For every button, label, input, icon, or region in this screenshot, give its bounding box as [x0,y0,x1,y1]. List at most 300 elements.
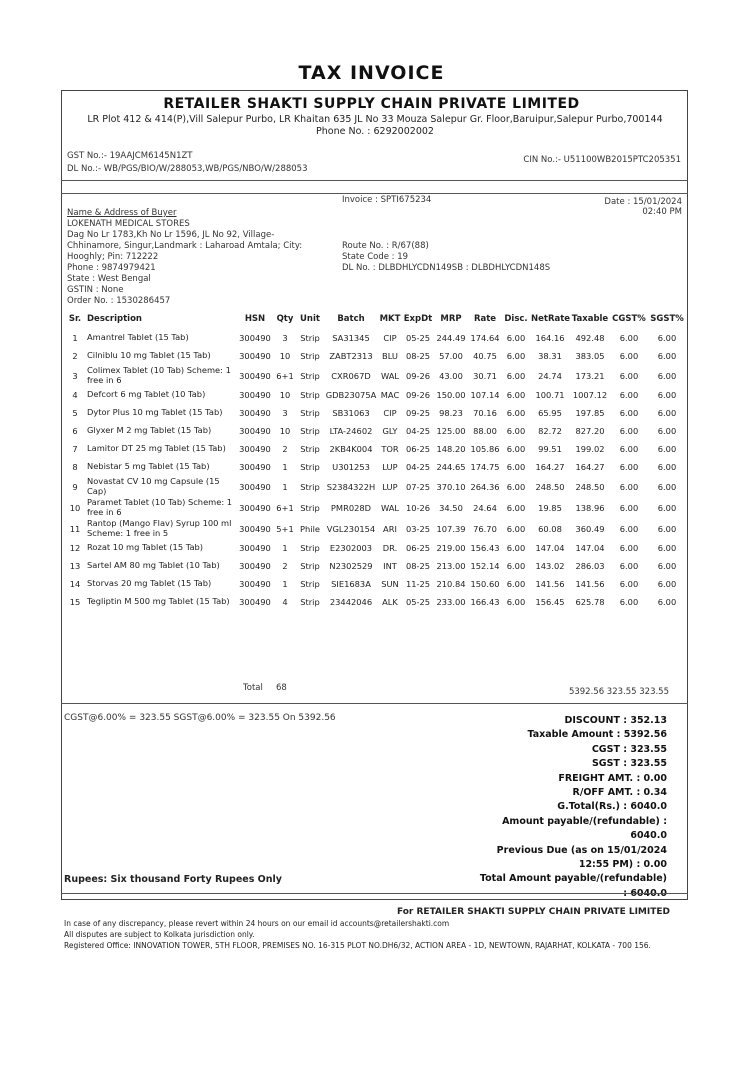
cell-rate: 174.75 [470,462,500,472]
cell-taxable: 141.56 [575,579,605,589]
column-header: Description [87,314,142,324]
cell-cgst: 6.00 [619,597,639,607]
buyer-state: State : West Bengal [67,274,151,284]
cell-qty: 10 [279,426,291,436]
cell-disc: 6.00 [506,543,526,553]
cell-exp: 09-26 [405,370,431,381]
cell-cgst: 6.00 [619,408,639,418]
cell-batch: GDB23075A [325,390,377,400]
cell-sgst: 6.00 [657,370,677,381]
cell-sgst: 6.00 [657,426,677,436]
cell-mrp: 34.50 [439,502,463,513]
cell-mrp: 150.00 [436,390,466,400]
cell-batch: LTA-24602 [329,426,373,436]
cell-rate: 40.75 [473,351,497,361]
cell-unit: Strip [300,579,320,589]
cell-sgst: 6.00 [657,408,677,418]
cell-net: 147.04 [535,543,565,553]
cell-qty: 10 [279,390,291,400]
cell-disc: 6.00 [506,523,526,534]
cell-batch: S2384322H [326,481,376,492]
cell-mkt: BLU [382,351,398,361]
cell-qty: 6+1 [276,370,294,381]
divider [61,193,688,194]
cell-mrp: 244.49 [436,333,466,343]
cell-exp: 03-25 [405,523,431,534]
cell-sgst: 6.00 [657,333,677,343]
cell-sr: 14 [69,579,81,589]
cell-desc: Glyxer M 2 mg Tablet (15 Tab) [87,425,212,436]
amount-summary [480,714,667,901]
cell-mkt: ARI [383,523,397,534]
cell-sgst: 6.00 [657,444,677,454]
cell-unit: Strip [300,333,320,343]
cell-sgst: 6.00 [657,462,677,472]
table-row [64,386,686,404]
buyer-block [67,208,302,307]
cell-hsn: 300490 [239,426,271,436]
cell-mkt: ALK [382,597,398,607]
table-row [64,347,686,365]
cell-net: 164.27 [535,462,565,472]
cell-desc: Rantop (Mango Flav) Syrup 100 ml Scheme: 1 free in 5 [87,518,232,538]
cell-desc: Novastat CV 10 mg Capsule (15 Cap) [87,476,220,496]
table-row [64,497,686,518]
cell-taxable: 197.85 [575,408,605,418]
cell-exp: 08-25 [405,351,431,361]
column-header: HSN [244,314,266,324]
table-row [64,329,686,347]
buyer-phone: Phone : 9874979421 [67,263,156,273]
summary-line: G.Total(Rs.) : 6040.0 [557,801,667,813]
cell-sr: 15 [69,597,81,607]
cell-exp: 09-26 [405,390,431,400]
cell-cgst: 6.00 [619,561,639,571]
cell-taxable: 383.05 [575,351,605,361]
summary-line: Total Amount payable/(refundable) [479,873,667,885]
cell-rate: 105.86 [470,444,500,454]
cell-taxable: 248.50 [575,481,605,492]
cell-exp: 04-25 [405,426,431,436]
cell-hsn: 300490 [239,444,271,454]
cell-mkt: WAL [380,370,400,381]
cell-qty: 4 [282,597,288,607]
cell-rate: 174.64 [470,333,500,343]
summary-line: Taxable Amount : 5392.56 [527,729,667,741]
cell-batch: PMR028D [330,502,372,513]
cell-cgst: 6.00 [619,444,639,454]
column-header: NetRate [531,314,571,324]
cell-cgst: 6.00 [619,502,639,513]
cell-rate: 166.43 [470,597,500,607]
summary-line: R/OFF AMT. : 0.34 [572,787,667,799]
summary-line: 6040.0 [630,830,667,842]
cell-sgst: 6.00 [657,543,677,553]
cell-qty: 2 [282,444,288,454]
cell-batch: 2KB4K004 [329,444,373,454]
state-code: State Code : 19 [342,252,409,262]
cell-hsn: 300490 [239,390,271,400]
cell-qty: 10 [279,351,291,361]
cell-mkt: LUP [382,481,398,492]
cell-mrp: 57.00 [439,351,463,361]
cell-rate: 156.43 [470,543,500,553]
divider [61,180,688,181]
table-row [64,365,686,386]
summary-line: Previous Due (as on 15/01/2024 [496,844,667,856]
cell-mrp: 148.20 [436,444,466,454]
cell-taxable: 173.21 [575,370,605,381]
cell-net: 156.45 [535,597,565,607]
cell-mkt: SUN [381,579,399,589]
summary-line: CGST : 323.55 [591,743,667,755]
cell-hsn: 300490 [239,543,271,553]
cell-batch: U301253 [332,462,370,472]
cell-taxable: 199.02 [575,444,605,454]
cell-mkt: DR. [382,543,398,553]
cell-batch: ZABT2313 [329,351,373,361]
cell-qty: 3 [282,333,288,343]
summary-line: Amount payable/(refundable) : [502,815,667,827]
cell-desc: Cilniblu 10 mg Tablet (15 Tab) [87,350,211,361]
cell-rate: 76.70 [473,523,497,534]
document-title: TAX INVOICE [298,62,445,84]
cell-exp: 09-25 [405,408,431,418]
cell-sr: 10 [69,502,81,513]
table-row [64,557,686,575]
cell-exp: 04-25 [405,462,431,472]
cell-disc: 6.00 [506,597,526,607]
buyer-name: LOKENATH MEDICAL STORES [67,219,190,229]
table-row [64,476,686,497]
footer-note: Registered Office: INNOVATION TOWER, 5TH FLOOR, PREMISES NO. 16-315 PLOT NO.DH6/32, ACTION AREA - 1D, NEWTOWN, RAJARHAT, KOLKATA - 700 156. [64,941,651,950]
summary-line: 12:55 PM) : 0.00 [578,859,667,871]
cell-batch: VGL230154 [326,523,376,534]
table-row [64,440,686,458]
totals-line: 5392.56 323.55 323.55 [568,687,669,697]
cell-net: 100.71 [535,390,565,400]
cell-taxable: 492.48 [575,333,605,343]
cell-batch: N2302529 [329,561,373,571]
cell-unit: Phile [300,523,320,534]
cell-desc: Defcort 6 mg Tablet (10 Tab) [87,389,206,400]
cell-exp: 06-25 [405,444,431,454]
cell-hsn: 300490 [239,597,271,607]
cell-rate: 24.64 [473,502,497,513]
cell-net: 19.85 [538,502,562,513]
cell-hsn: 300490 [239,502,271,513]
cell-hsn: 300490 [239,579,271,589]
cell-exp: 10-26 [405,502,431,513]
cell-net: 65.95 [538,408,562,418]
cell-net: 99.51 [538,444,562,454]
cell-mrp: 43.00 [439,370,463,381]
footer-note: All disputes are subject to Kolkata jurisdiction only. [64,930,255,939]
cell-disc: 6.00 [506,561,526,571]
cell-rate: 107.14 [470,390,500,400]
cell-disc: 6.00 [506,481,526,492]
cell-exp: 06-25 [405,543,431,553]
summary-line: DISCOUNT : 352.13 [564,715,667,726]
cell-mrp: 107.39 [436,523,466,534]
column-header: CGST% [612,314,646,324]
cell-qty: 6+1 [276,502,294,513]
cell-net: 24.74 [538,370,562,381]
cell-rate: 30.71 [473,370,497,381]
table-row [64,575,686,593]
cell-desc: Tegliptin M 500 mg Tablet (15 Tab) [87,596,230,607]
total-qty: 68 [276,683,287,693]
invoice-date-block [604,197,682,217]
cell-desc: Rozat 10 mg Tablet (15 Tab) [87,542,204,553]
cell-disc: 6.00 [506,408,526,418]
cell-sr: 1 [72,333,78,343]
cell-taxable: 138.96 [575,502,605,513]
cell-batch: SA31345 [332,333,370,343]
cell-sr: 5 [72,408,78,418]
column-header: Disc. [504,314,528,324]
cell-unit: Strip [300,561,320,571]
cell-cgst: 6.00 [619,462,639,472]
cell-batch: SB31063 [332,408,370,418]
buyer-address-line: Hooghly; Pin: 712222 [67,252,159,262]
cell-disc: 6.00 [506,462,526,472]
cell-net: 38.31 [538,351,562,361]
cell-rate: 88.00 [473,426,497,436]
cell-hsn: 300490 [239,333,271,343]
cell-unit: Strip [300,481,320,492]
cell-exp: 05-25 [405,333,431,343]
amount-in-words: Rupees: Six thousand Forty Rupees Only [64,874,282,885]
cell-sr: 12 [69,543,81,553]
table-row [64,593,686,611]
cell-sgst: 6.00 [657,390,677,400]
footer-note: In case of any discrepancy, please revert within 24 hours on our email id accounts@retailershakti.com [64,919,450,928]
cell-sgst: 6.00 [657,579,677,589]
cell-taxable: 286.03 [575,561,605,571]
cell-net: 141.56 [535,579,565,589]
cell-qty: 1 [282,481,288,492]
dl-number: DL No.:- WB/PGS/BIO/W/288053,WB/PGS/NBO/W/288053 [67,164,308,174]
cell-sgst: 6.00 [657,561,677,571]
cell-net: 143.02 [535,561,565,571]
cell-mkt: CIP [383,408,397,418]
buyer-dl-number: DL No. : DLBDHLYCDN149SB : DLBDHLYCDN148S [342,263,551,273]
cell-mkt: WAL [380,502,400,513]
column-header: Rate [473,314,497,324]
table-row [64,404,686,422]
cell-net: 164.16 [535,333,565,343]
cell-taxable: 1007.12 [572,390,608,400]
cell-disc: 6.00 [506,351,526,361]
cell-sr: 7 [72,444,78,454]
cell-net: 60.08 [538,523,562,534]
cell-mrp: 370.10 [436,481,466,492]
cell-sgst: 6.00 [657,502,677,513]
buyer-heading: Name & Address of Buyer [67,208,177,218]
cell-taxable: 147.04 [575,543,605,553]
cell-sr: 3 [72,370,78,381]
buyer-address-line: Dag No Lr 1783,Kh No Lr 1596, JL No 92, Village- [67,230,275,240]
summary-line: FREIGHT AMT. : 0.00 [558,772,667,784]
column-header: ExpDt [403,314,433,324]
cell-rate: 264.36 [470,481,500,492]
cell-cgst: 6.00 [619,481,639,492]
footer-notes [64,918,651,951]
cell-hsn: 300490 [239,408,271,418]
cell-disc: 6.00 [506,333,526,343]
total-label: Total [243,683,263,693]
cell-mrp: 233.00 [436,597,466,607]
items-table [64,312,686,611]
cell-mkt: TOR [381,444,399,454]
cell-sgst: 6.00 [657,481,677,492]
cell-desc: Nebistar 5 mg Tablet (15 Tab) [87,461,210,472]
cell-cgst: 6.00 [619,426,639,436]
buyer-address-line: Chhinamore, Singur,Landmark : Laharoad Amtala; City: [67,241,303,251]
column-header: Sr. [68,314,82,324]
cell-mrp: 219.00 [436,543,466,553]
cell-cgst: 6.00 [619,543,639,553]
cell-exp: 08-25 [405,561,431,571]
divider [61,893,688,894]
cell-sr: 13 [69,561,81,571]
divider [61,703,688,704]
cell-mrp: 210.84 [436,579,466,589]
signatory-company: For RETAILER SHAKTI SUPPLY CHAIN PRIVATE LIMITED [396,907,670,917]
cell-sr: 11 [69,523,81,534]
invoice-time: 02:40 PM [642,207,682,217]
column-header: MRP [440,314,462,324]
tax-summary-line: CGST@6.00% = 323.55 SGST@6.00% = 323.55 On 5392.56 [64,713,336,723]
cell-taxable: 625.78 [575,597,605,607]
cell-qty: 1 [282,579,288,589]
cell-sr: 8 [72,462,78,472]
cell-disc: 6.00 [506,502,526,513]
cell-cgst: 6.00 [619,370,639,381]
cell-cgst: 6.00 [619,579,639,589]
invoice-date: Date : 15/01/2024 [604,197,682,207]
cell-unit: Strip [300,390,320,400]
cell-unit: Strip [300,408,320,418]
cell-qty: 2 [282,561,288,571]
cell-unit: Strip [300,502,320,513]
cell-sgst: 6.00 [657,351,677,361]
cell-exp: 05-25 [405,597,431,607]
cell-mkt: INT [383,561,397,571]
cell-hsn: 300490 [239,523,271,534]
cell-net: 82.72 [538,426,562,436]
buyer-gstin: GSTIN : None [67,285,124,295]
cell-batch: SIE1683A [331,579,371,589]
cell-sr: 9 [72,481,78,492]
cell-disc: 6.00 [506,426,526,436]
table-header-row [64,312,686,329]
cell-mrp: 125.00 [436,426,466,436]
column-header: Taxable [571,314,609,324]
cell-disc: 6.00 [506,579,526,589]
cell-mrp: 213.00 [436,561,466,571]
cell-batch: CXR067D [331,370,371,381]
cell-unit: Strip [300,462,320,472]
column-header: Qty [276,314,294,324]
column-header: SGST% [650,314,684,324]
column-header: MKT [379,314,401,324]
cell-taxable: 164.27 [575,462,605,472]
cell-cgst: 6.00 [619,523,639,534]
cell-hsn: 300490 [239,481,271,492]
cell-qty: 1 [282,543,288,553]
cell-mkt: CIP [383,333,397,343]
cell-disc: 6.00 [506,370,526,381]
buyer-order-number: Order No. : 1530286457 [67,296,171,306]
cell-desc: Sartel AM 80 mg Tablet (10 Tab) [87,560,220,571]
cell-mkt: MAC [380,390,400,400]
summary-line: SGST : 323.55 [591,758,667,770]
summary-line: : 6040.0 [623,887,667,899]
cell-rate: 150.60 [470,579,500,589]
cell-sr: 2 [72,351,78,361]
cell-qty: 3 [282,408,288,418]
company-address-block [70,114,680,138]
cell-exp: 07-25 [405,481,431,492]
cell-unit: Strip [300,543,320,553]
cell-batch: E2302003 [329,543,373,553]
invoice-number: Invoice : SPTI675234 [342,195,432,205]
cell-batch: 23442046 [329,597,373,607]
gst-number: GST No.:- 19AAJCM6145N1ZT [67,151,193,161]
cell-desc: Dytor Plus 10 mg Tablet (15 Tab) [87,407,223,418]
cell-unit: Strip [300,370,320,381]
cell-mrp: 244.65 [436,462,466,472]
cell-desc: Storvas 20 mg Tablet (15 Tab) [87,578,212,589]
table-row [64,539,686,557]
route-number: Route No. : R/67(88) [342,241,429,251]
cell-taxable: 360.49 [575,523,605,534]
column-header: Unit [300,314,320,324]
route-block [342,241,550,274]
cell-exp: 11-25 [405,579,431,589]
cell-sr: 6 [72,426,78,436]
cell-desc: Paramet Tablet (10 Tab) Scheme: 1 free in 6 [87,497,233,517]
cell-hsn: 300490 [239,561,271,571]
table-row [64,422,686,440]
company-address: LR Plot 412 & 414(P),Vill Salepur Purbo, LR Khaitan 635 JL No 33 Mouza Salepur Gr. Floor,Baruipur,Salepur Purbo,700144 [87,114,663,125]
cell-desc: Colimex Tablet (10 Tab) Scheme: 1 free in 6 [87,365,231,385]
cell-desc: Amantrel Tablet (15 Tab) [87,332,189,343]
cell-unit: Strip [300,444,320,454]
company-phone: Phone No. : 6292002002 [316,126,434,137]
cell-sr: 4 [72,390,78,400]
table-row [64,458,686,476]
cell-mrp: 98.23 [439,408,463,418]
table-row [64,518,686,539]
cell-mkt: GLY [382,426,398,436]
cell-rate: 152.14 [470,561,500,571]
cell-mkt: LUP [382,462,398,472]
cell-unit: Strip [300,426,320,436]
cell-rate: 70.16 [473,408,497,418]
cell-qty: 5+1 [276,523,294,534]
cell-unit: Strip [300,351,320,361]
company-name: RETAILER SHAKTI SUPPLY CHAIN PRIVATE LIMITED [163,96,580,112]
cell-taxable: 827.20 [575,426,605,436]
column-header: Batch [337,314,365,324]
cell-cgst: 6.00 [619,351,639,361]
cell-qty: 1 [282,462,288,472]
cell-disc: 6.00 [506,390,526,400]
cell-cgst: 6.00 [619,390,639,400]
